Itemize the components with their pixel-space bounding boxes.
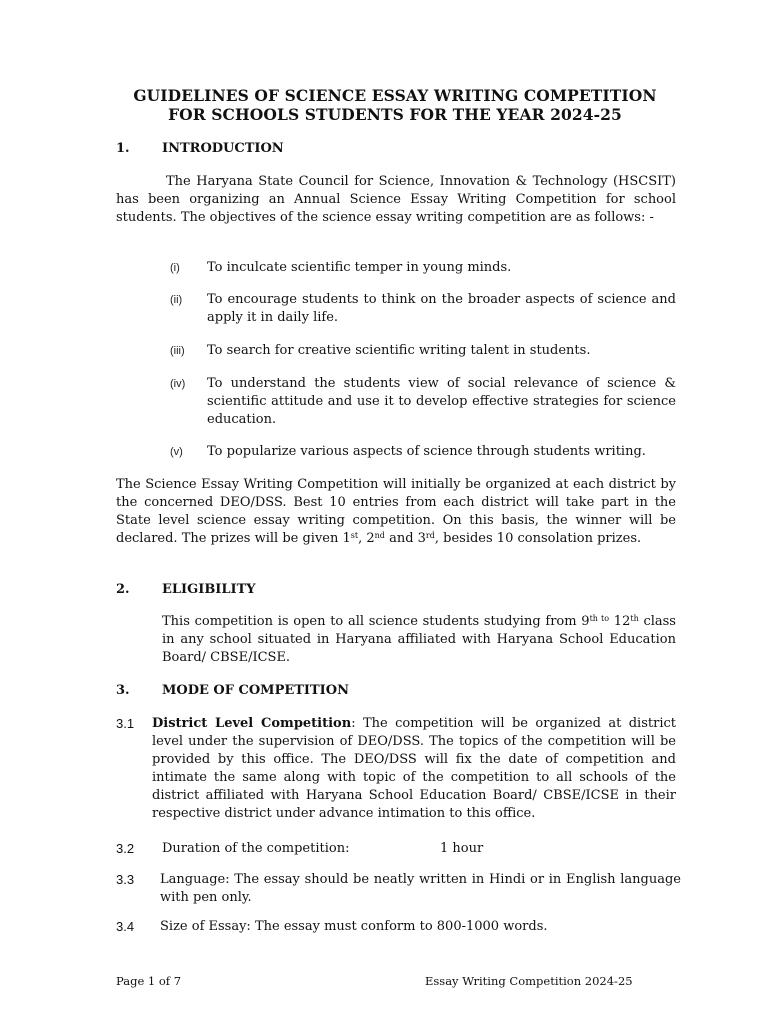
- subsection-number: 3.4: [116, 919, 135, 934]
- section-number: 3.: [116, 683, 130, 698]
- section-number: 1.: [116, 141, 130, 156]
- footer-title: Essay Writing Competition 2024-25: [425, 974, 633, 988]
- subsection-3-4: [116, 918, 681, 936]
- superscript: rd: [425, 531, 435, 540]
- objective-item: [170, 259, 676, 277]
- footer-page-number: Page 1 of 7: [116, 974, 182, 988]
- duration-label: Duration of the competition:: [162, 841, 350, 856]
- subsection-number: 3.3: [116, 872, 135, 887]
- subsection-3-1: [116, 715, 676, 823]
- section-heading-mode: [116, 683, 349, 698]
- eligibility-text: class in any school situated in Haryana affiliated with Haryana School Education Board/ CBSE/ICSE.: [162, 614, 676, 665]
- eligibility-text: This competition is open to all science students studying from 9: [162, 614, 590, 629]
- section-heading-eligibility: [116, 582, 256, 597]
- eligibility-paragraph: [162, 613, 676, 667]
- objective-item: [170, 342, 676, 360]
- objective-item: [170, 375, 676, 429]
- subsection-text: Language: The essay should be neatly written in Hindi or in English language with pen only.: [160, 872, 681, 905]
- competition-text: The Science Essay Writing Competition will initially be organized at each district by the concerned DEO/DSS. Best 10 entries from each district will take part in the State level science essay writing competition. On this basis, the winner will be declared. The prizes will be given 1: [116, 477, 676, 546]
- subsection-number: 3.2: [116, 841, 135, 856]
- eligibility-text: 12: [609, 614, 631, 629]
- competition-text: and 3: [384, 531, 426, 546]
- subsection-text: Size of Essay: The essay must conform to 800-1000 words.: [160, 919, 548, 934]
- subsection-number: 3.1: [116, 716, 135, 731]
- objective-marker: (iii): [170, 345, 185, 357]
- objective-item: [170, 291, 676, 327]
- objective-marker: (ii): [170, 294, 183, 306]
- objective-marker: (v): [170, 446, 183, 458]
- subsection-body: [152, 715, 676, 823]
- objective-text: To search for creative scientific writing talent in students.: [207, 343, 591, 358]
- competition-text: , 2: [358, 531, 375, 546]
- objective-marker: (iv): [170, 378, 186, 390]
- objective-marker: (i): [170, 262, 180, 274]
- duration-value: 1 hour: [440, 841, 484, 856]
- superscript: st: [350, 531, 359, 540]
- objective-text: To encourage students to think on the broader aspects of science and apply it in daily life.: [207, 292, 676, 325]
- competition-text: , besides 10 consolation prizes.: [434, 531, 642, 546]
- subsection-bold-label: District Level Competition: [152, 716, 352, 731]
- competition-paragraph: [116, 476, 676, 548]
- title-line-2: FOR SCHOOLS STUDENTS FOR THE YEAR 2024-25: [168, 105, 622, 124]
- document-title: [100, 86, 690, 124]
- section-title: ELIGIBILITY: [162, 582, 256, 597]
- superscript: nd: [374, 531, 385, 540]
- superscript: th: [630, 614, 639, 623]
- objective-text: To popularize various aspects of science through students writing.: [207, 444, 646, 459]
- subsection-text: : The competition will be organized at district level under the supervision of DEO/DSS. The topics of the competition will be provided by this office. The DEO/DSS will fix the date of competition and intimate the same along with topic of the competition to all schools of the district affiliated with Haryana School Education Board/ CBSE/ICSE in their respective district under advance intimation to this office.: [152, 716, 676, 821]
- section-heading-introduction: [116, 141, 284, 156]
- section-number: 2.: [116, 582, 130, 597]
- objective-text: To understand the students view of social relevance of science & scientific attitude and use it to develop effective strategies for science education.: [207, 376, 676, 427]
- objective-item: [170, 443, 676, 461]
- superscript: th to: [589, 614, 610, 623]
- objective-text: To inculcate scientific temper in young minds.: [207, 260, 512, 275]
- intro-paragraph: The Haryana State Council for Science, Innovation & Technology (HSCSIT) has been organizing an Annual Science Essay Writing Competition for school students. The objectives of the science essay writing competition are as follows: -: [116, 174, 676, 225]
- section-title: MODE OF COMPETITION: [162, 683, 349, 698]
- subsection-3-3: [116, 871, 681, 907]
- title-line-1: GUIDELINES OF SCIENCE ESSAY WRITING COMPETITION: [133, 86, 657, 105]
- section-title: INTRODUCTION: [162, 141, 284, 156]
